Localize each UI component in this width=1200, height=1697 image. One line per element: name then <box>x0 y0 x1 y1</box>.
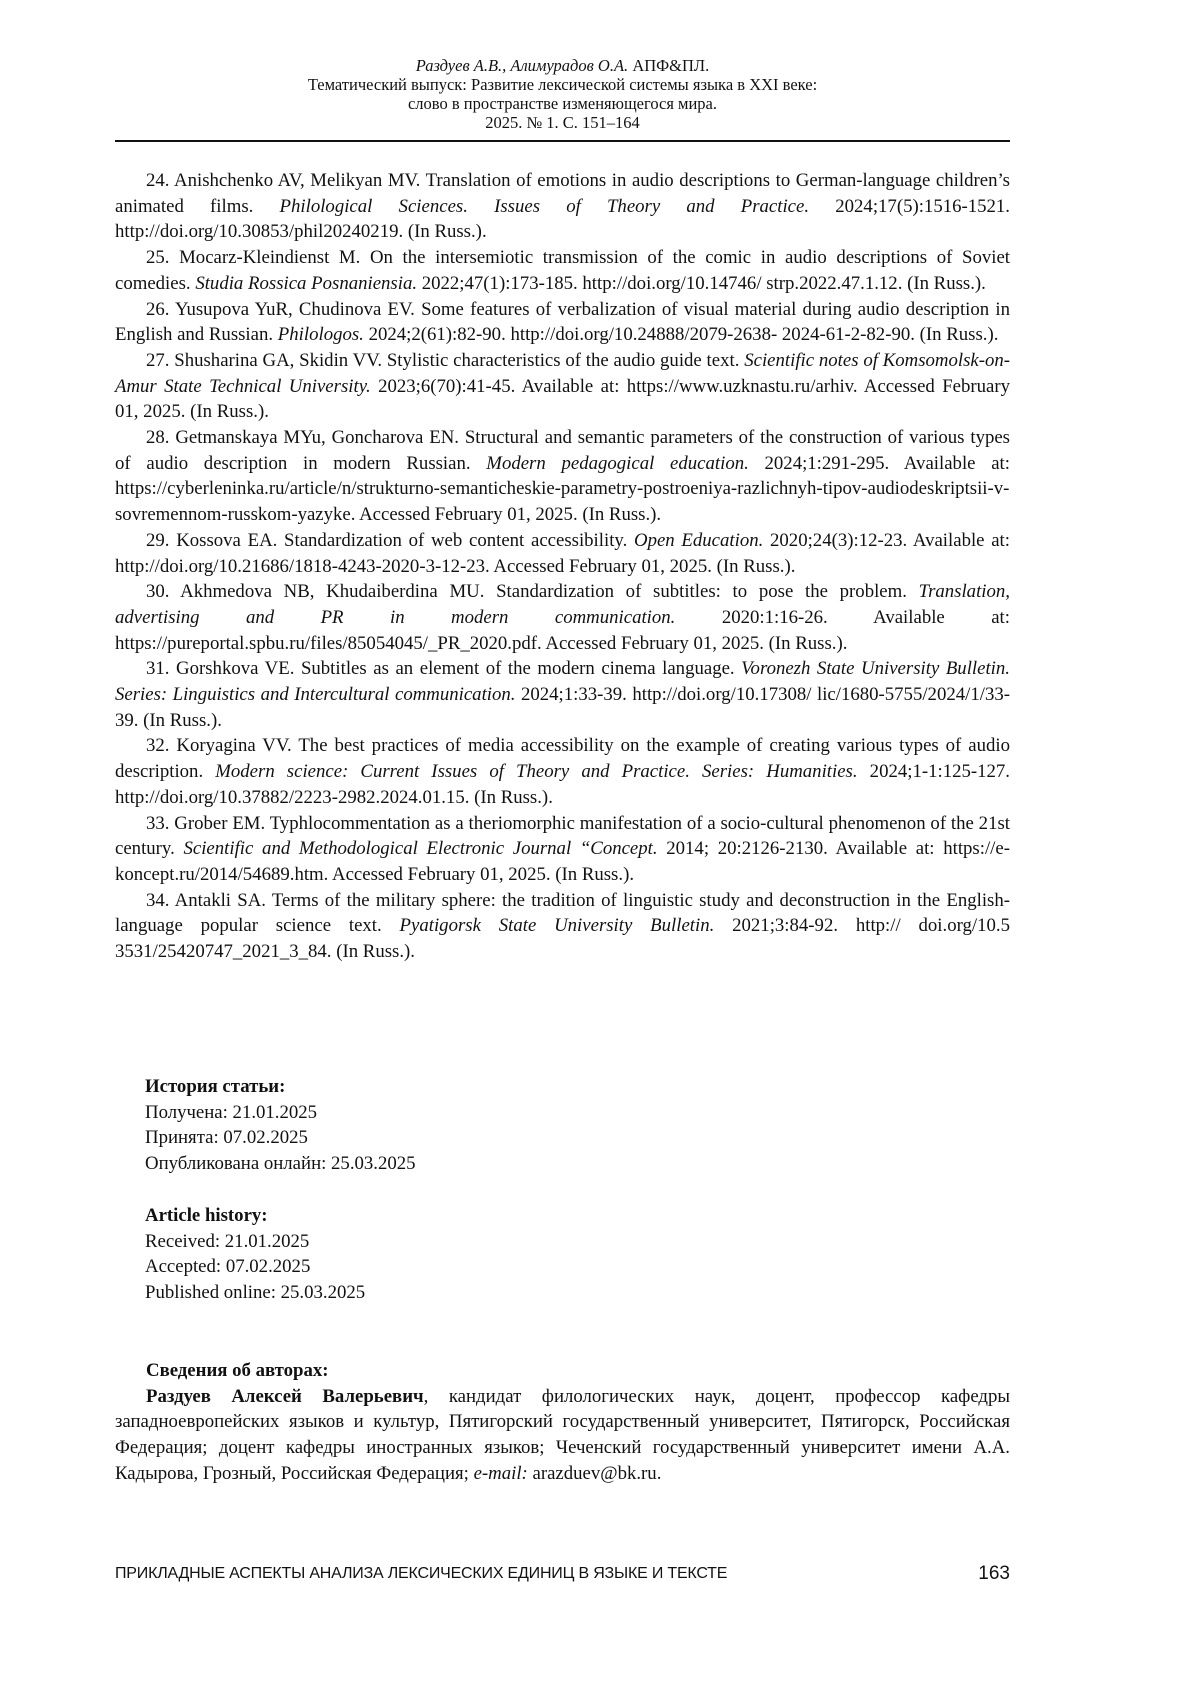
footer-section-title: ПРИКЛАДНЫЕ АСПЕКТЫ АНАЛИЗА ЛЕКСИЧЕСКИХ ЕДИНИЦ В ЯЗЫКЕ И ТЕКСТЕ <box>115 1565 728 1582</box>
ref-text: 33. Grober EM. Typhlocommentation as a theriomorphic manifestation of a socio-cultural phenomenon of the 21st century. <box>115 812 1010 860</box>
history-ru-received: Получена: 21.01.2025 <box>145 1101 318 1123</box>
ref-source: Scientific and Methodological Electronic Journal “Concept. <box>183 838 658 860</box>
ref-text: 32. Koryagina VV. The best practices of media accessibility on the example of creating various types of audio description. <box>115 735 1010 783</box>
reference-item-29 <box>115 528 1010 579</box>
header-issue-line-2: слово в пространстве изменяющегося мира. <box>407 94 717 113</box>
author-email-label: e-mail: <box>473 1462 528 1484</box>
ref-source: Modern science: Current Issues of Theory and Practice. Series: Humanities. <box>215 761 858 783</box>
ref-source: Philologos. <box>277 324 364 346</box>
reference-item-32 <box>115 733 1010 810</box>
ref-source: Philological Sciences. Issues of Theory and Practice. <box>279 195 810 217</box>
author-name: Раздуев Алексей Валерьевич <box>146 1385 424 1407</box>
reference-item-34 <box>115 888 1010 965</box>
ref-details: 2014; 20:2126-2130. Available at: https://e-koncept.ru/2014/54689.htm. Accessed February 01, 2025. (In Russ.). <box>115 838 1010 885</box>
header-authors-line <box>115 56 1010 75</box>
ref-text: 29. Kossova EA. Standardization of web content accessibility. <box>146 529 635 551</box>
ref-text: 31. Gorshkova VE. Subtitles as an element of the modern cinema language. <box>146 658 742 680</box>
ref-source: Translation, advertising and PR in modern communication. <box>115 581 1010 628</box>
ref-text: 25. Mocarz-Kleindienst M. On the intersemiotic transmission of the comic in audio descriptions of Soviet comedies. <box>115 247 1010 294</box>
ref-source: Open Education. <box>634 529 764 551</box>
article-history-en <box>145 1203 1005 1306</box>
ref-details: 2024;1-1:125-127. http://doi.org/10.37882/2223-2982.2024.01.15. (In Russ.). <box>115 761 1011 808</box>
ref-source: Studia Rossica Posnaniensia. <box>195 272 418 294</box>
ref-source: Modern pedagogical education. <box>486 452 749 474</box>
author-email: arazduev@bk.ru. <box>527 1462 662 1484</box>
ref-details: 2023;6(70):41-45. Available at: https://www.uzknastu.ru/arhiv. Accessed February 01, 2025. (In Russ.). <box>115 375 1010 423</box>
reference-item-31 <box>115 656 1010 733</box>
header-authors: Раздуев А.В., Алимурадов О.А. <box>415 56 629 75</box>
header-divider <box>115 140 1010 142</box>
ref-text: 28. Getmanskaya MYu, Goncharova EN. Structural and semantic parameters of the construction of various types of audio description in modern Russian. <box>115 427 1010 474</box>
ref-text: 27. Shusharina GA, Skidin VV. Stylistic characteristics of the audio guide text. <box>146 349 745 371</box>
reference-item-26 <box>115 297 1010 348</box>
ref-details: 2021;3:84-92. http:// doi.org/10.5 3531/25420747_2021_3_84. (In Russ.). <box>115 915 1011 963</box>
ref-text: 30. Akhmedova NB, Khudaiberdina MU. Standardization of subtitles: to pose the problem. <box>146 581 919 603</box>
history-ru-published: Опубликована онлайн: 25.03.2025 <box>145 1153 416 1175</box>
ref-source: Scientific notes of Komsomolsk-on-Amur State Technical University. <box>115 349 1011 397</box>
running-header <box>115 56 1010 132</box>
header-issue-line-1: Тематический выпуск: Развитие лексической системы языка в XXI веке: <box>307 75 818 94</box>
reference-list <box>115 168 1010 965</box>
ref-text: 24. Anishchenko AV, Melikyan MV. Translation of emotions in audio descriptions to German-language children’s animated films. <box>115 170 1010 217</box>
ref-details: 2024;2(61):82-90. http://doi.org/10.24888/2079-2638- 2024-61-2-82-90. (In Russ.). <box>363 324 999 346</box>
ref-details: 2020;24(3):12-23. Available at: http://doi.org/10.21686/1818-4243-2020-3-12-23. Accessed February 01, 2025. (In Russ.). <box>115 529 1010 577</box>
history-en-title: Article history: <box>145 1205 268 1226</box>
ref-details: 2024;1:291-295. Available at: https://cyberleninka.ru/article/n/strukturno-semanticheskie-parametry-postroeniya-razlichnyh-tipov-audiodeskriptsii-v-sovremennom-russkom-yazyke. Accessed February 01, 2025. (In Russ.). <box>115 452 1010 526</box>
ref-details: 2024;1:33-39. http://doi.org/10.17308/ lic/1680-5755/2024/1/33-39. (In Russ.). <box>115 684 1010 731</box>
header-issue-line-3: 2025. № 1. С. 151–164 <box>485 113 640 132</box>
ref-source: Pyatigorsk State University Bulletin. <box>399 915 715 937</box>
reference-item-27 <box>115 348 1010 425</box>
ref-details: 2024;17(5):1516-1521. http://doi.org/10.30853/phil20240219. (In Russ.). <box>115 195 1011 243</box>
reference-item-28 <box>115 425 1010 528</box>
reference-item-33 <box>115 811 1010 888</box>
reference-item-24 <box>115 168 1010 245</box>
history-en-received: Received: 21.01.2025 <box>145 1230 310 1252</box>
history-en-accepted: Accepted: 07.02.2025 <box>145 1256 311 1278</box>
authors-info <box>115 1358 1010 1487</box>
ref-source: Voronezh State University Bulletin. Series: Linguistics and Intercultural communication. <box>115 658 1010 706</box>
page-number: 163 <box>978 1563 1010 1584</box>
author-bio <box>115 1384 1010 1487</box>
reference-item-30 <box>115 579 1010 656</box>
article-history-ru <box>145 1074 1005 1177</box>
ref-text: 26. Yusupova YuR, Chudinova EV. Some features of verbalization of visual material during audio description in English and Russian. <box>115 298 1010 346</box>
author-details: , кандидат филологических наук, доцент, профессор кафедры западноевропейских языков и культур, Пятигорский государственный университет, Пятигорск, Российская Федерация; доцент кафедры иностранных языков; Чеченский государственный университет имени А.А. Кадырова, Грозный, Российская Федерация; <box>115 1385 1010 1484</box>
ref-text: 34. Antakli SA. Terms of the military sphere: the tradition of linguistic study and deconstruction in the English-language popular science text. <box>115 889 1010 937</box>
history-ru-accepted: Принята: 07.02.2025 <box>145 1127 308 1149</box>
header-journal-abbr: АПФ&ПЛ. <box>632 56 710 75</box>
history-en-published: Published online: 25.03.2025 <box>145 1282 366 1304</box>
reference-item-25 <box>115 245 1010 296</box>
ref-details: 2020:1:16-26. Available at: https://pureportal.spbu.ru/files/85054045/_PR_2020.pdf. Accessed February 01, 2025. (In Russ.). <box>115 606 1010 654</box>
history-ru-title: История статьи: <box>145 1076 286 1097</box>
authors-info-title: Сведения об авторах: <box>146 1360 329 1381</box>
ref-details: 2022;47(1):173-185. http://doi.org/10.14746/ strp.2022.47.1.12. (In Russ.). <box>417 272 986 294</box>
